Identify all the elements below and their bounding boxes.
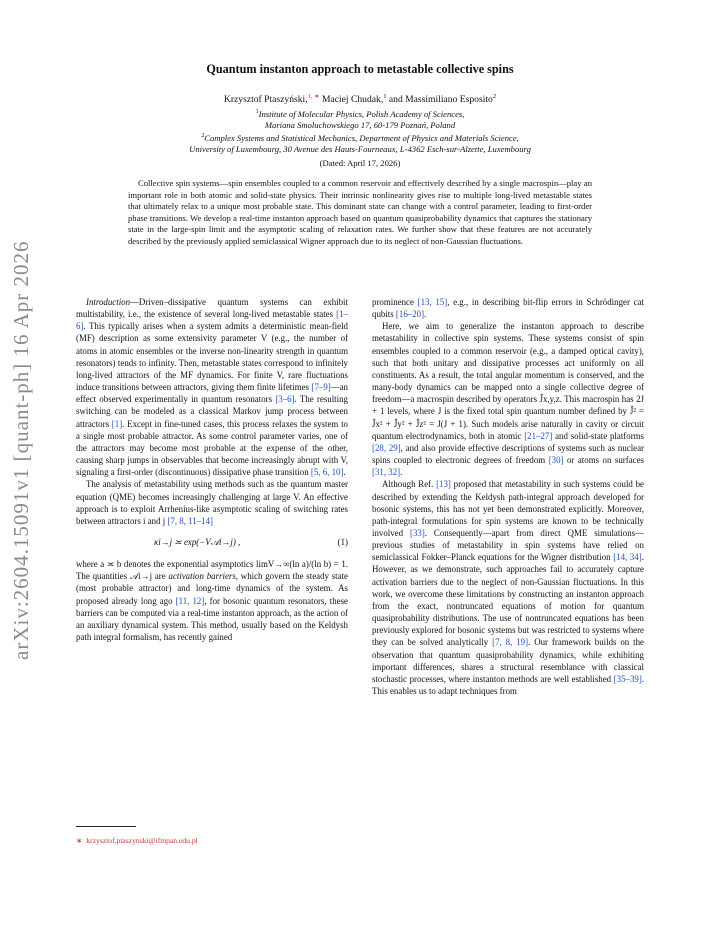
citation-link[interactable]: [7, 8, 19] [492, 637, 529, 648]
affil-line: Complex Systems and Statistical Mechanics, Department of Physics and Materials Science, [204, 132, 519, 143]
text-run: . Except in fine-tuned cases, this process relaxes the system to a single most probable attractor. As some control parameter varies, one of the attractors may become most probable at the expense of the other, causing sharp jumps in observables that become increasingly abrupt with V, signaling a first-order (discontinuous) dissipative phase transition [76, 418, 348, 478]
text-run: . This typically arises when a system admits a deterministic mean-field (MF) description as some extensivity parameter V (e.g., the number of atoms in atomic ensembles or the inverse non-linearity strength in quantum resonators) tends to infinity. Then, metastable states correspond to infinitely long-lived attractors of the MF dynamics. For finite V, rare fluctuations induce transitions between attractors, giving them finite lifetimes [76, 321, 348, 393]
author-affil-mark: 1, ∗ [307, 93, 320, 100]
paper-title: Quantum instanton approach to metastable collective spins [206, 62, 514, 76]
author-affil-mark: 1 [383, 93, 387, 100]
text-run: . This enables us to adapt techniques from [372, 673, 644, 696]
text-run: where a ≍ b denotes the exponential asymptotics limV→∞(ln a)/(ln b) = 1. The quantities 𝒜i→j are [76, 559, 348, 582]
text-run: proposed that metastability in such systems could be described by extending the Keldysh path-integral approach developed for bosonic systems, this has not yet been demonstrated explicitly. Moreover, path-integral formulations for spin systems are known to be technically involved [372, 479, 644, 538]
text-run: . [400, 467, 403, 478]
text-run: , for bosonic quantum resonators, these barriers can be computed via a real-time instanton approach, as the action of an auxiliary dynamical system. This method, usually based on the Keldysh path integral formalism, has recently gained [76, 595, 348, 643]
affil-line: Mariana Smoluchowskiego 17, 60-179 Poznań, Poland [264, 120, 456, 131]
citation-link[interactable]: [33] [409, 527, 425, 538]
citation-link[interactable]: [7, 8, 11–14] [167, 515, 213, 526]
text-run: or atoms on surfaces [563, 455, 644, 466]
date-line: (Dated: April 17, 2026) [319, 158, 401, 168]
citation-link[interactable]: [30] [548, 455, 564, 466]
paragraph [76, 296, 348, 478]
equation-body: κi→j ≍ exp(−V𝒜i→j) , [154, 536, 241, 547]
equation-1 [76, 536, 348, 548]
citation-link[interactable]: [1–6] [76, 309, 348, 332]
text-run: prominence [372, 297, 418, 307]
author-affil-mark: 2 [492, 93, 497, 100]
text-run: and solid-state platforms [552, 430, 645, 441]
citation-link[interactable]: [14, 34] [613, 552, 642, 563]
author-name: Krzysztof Ptaszyński, [223, 94, 308, 106]
footnote-rule [76, 826, 136, 827]
section-run-in-heading: Introduction [86, 297, 131, 307]
citation-link[interactable]: [28, 29] [372, 442, 401, 453]
citation-link[interactable]: [7–9] [311, 382, 331, 393]
text-run: . [343, 467, 346, 478]
abstract: Collective spin systems—spin ensembles coupled to a common reservoir and effectively described by a single macrospin—play an important role in both atomic and solid-state physics. Their intrinsic nonlinearity gives rise to multiple long-lived metastable states that ultimately relax to a unique most probable state. This dominant state can change with a control parameter, leading to first-order phase transitions. We develop a real-time instanton approach based on quantum quasiprobability dynamics that captures the stationary state in the large-spin limit and the asymptotic scaling of relaxation rates. We further show that these features are not accurately described by the previously applied semiclassical Wigner approach due to its neglect of non-Gaussian fluctuations. [128, 178, 592, 246]
citation-link[interactable]: [35–39] [613, 673, 642, 684]
right-column [372, 296, 644, 697]
footnote-mark: ∗ [76, 836, 83, 845]
text-run: —Driven–dissipative quantum systems can exhibit multistability, i.e., the existence of several long-lived metastable states [76, 297, 348, 320]
email-link[interactable]: krzysztof.ptaszynski@ifmpan.edu.pl [86, 836, 198, 845]
affil-number: 1 [255, 109, 259, 115]
author-name: Maciej Chudak, [321, 94, 384, 106]
affil-line: University of Luxembourg, 30 Avenue des Hauts-Fourneaux, L-4362 Esch-sur-Alzette, Luxembourg [189, 144, 531, 155]
citation-link[interactable]: [5, 6, 10] [310, 467, 344, 478]
text-run: —an effect observed experimentally in quantum resonators [76, 382, 348, 405]
paragraph [372, 478, 644, 697]
text-run: , which govern the steady state (most probable attractor) and long-time dynamics of the system. As proposed already long ago [76, 571, 348, 606]
left-column [76, 296, 348, 643]
citation-link[interactable]: [16–20] [395, 309, 425, 320]
text-run: . Our framework builds on the observation that quantum quasiprobability dynamics, while exhibiting important differences, shares a structural resemblance with classical stochastic processes, where instanton methods are well established [372, 637, 645, 684]
text-run: . Consequently—apart from direct QME simulations—previous studies of metastability in spin systems have relied on semiclassical Fokker–Planck equations for the Wigner distribution [372, 527, 644, 563]
emphasis: activation barriers [168, 571, 236, 582]
author-name: and Massimiliano Esposito [388, 94, 493, 106]
citation-link[interactable]: [13] [436, 479, 451, 490]
affil-number: 2 [201, 133, 205, 139]
paragraph [76, 558, 348, 643]
text-run: Here, we aim to generalize the instanton approach to describe metastability in collective spin systems. These systems consist of spin ensembles coupled to a common reservoir (e.g., a damped optical cavity), such that both unitary and dissipative processes act uniformly on all constituents. As a result, the total angular momentum is conserved, and the many-body dynamics can be mapped onto a single collective degree of freedom—a macrospin described by operators Ĵx,y,z. This macrospin has 2J + 1 levels, where J is the fixed total spin quantum number defined by Ĵ² = Ĵx² + Ĵy² + Ĵz² = J(J + 1). Such models arise naturally in cavity or circuit quantum electrodynamics, both in atomic [372, 321, 644, 441]
paragraph [372, 320, 644, 478]
text-run: The analysis of metastability using methods such as the quantum master equation (QME) becomes increasingly challenging at large V. An effective approach is to exploit Arrhenius-like asymptotic scaling of switching rates between attractors i and j [76, 479, 348, 526]
text-run: . However, as we demonstrate, such approaches fail to accurately capture activation barriers due to the neglect of non-Gaussian fluctuations. In this work, we overcome these limitations by constructing an instanton approach from the exact, nontruncated equations of motion for quantum quasiprobability distributions. The use of nontruncated equations has been previously explored for bosonic systems but was restricted to systems where they can be solved analytically [372, 552, 644, 648]
affiliation-2 [0, 131, 720, 156]
text-run: , e.g., in describing bit-flip errors in Schrödinger cat qubits [372, 297, 644, 320]
citation-link[interactable]: [13, 15] [417, 297, 448, 307]
footnote [76, 836, 198, 845]
text-run: Although Ref. [382, 479, 437, 490]
citation-link[interactable]: [1] [111, 418, 123, 429]
citation-link[interactable]: [11, 12] [175, 595, 205, 606]
text-run: . The resulting switching can be modeled as a classical Markov jump process between attractors [76, 394, 348, 429]
arxiv-identifier-stamp: arXiv:2604.15091v1 [quant-ph] 16 Apr 2026 [9, 240, 33, 660]
author-list [0, 92, 720, 105]
text-run: , and also provide effective descriptions of systems such as nuclear spins coupled to electronic degrees of freedom [372, 442, 644, 466]
equation-number: (1) [337, 536, 348, 547]
citation-link[interactable]: [3–6] [275, 394, 295, 405]
paragraph [76, 478, 348, 527]
citation-link[interactable]: [31, 32] [372, 467, 401, 478]
citation-link[interactable]: [21–27] [524, 430, 553, 441]
affil-line: Institute of Molecular Physics, Polish Academy of Sciences, [258, 108, 465, 119]
text-run: . [424, 309, 427, 320]
paragraph [372, 296, 644, 320]
affiliation-1 [0, 107, 720, 132]
